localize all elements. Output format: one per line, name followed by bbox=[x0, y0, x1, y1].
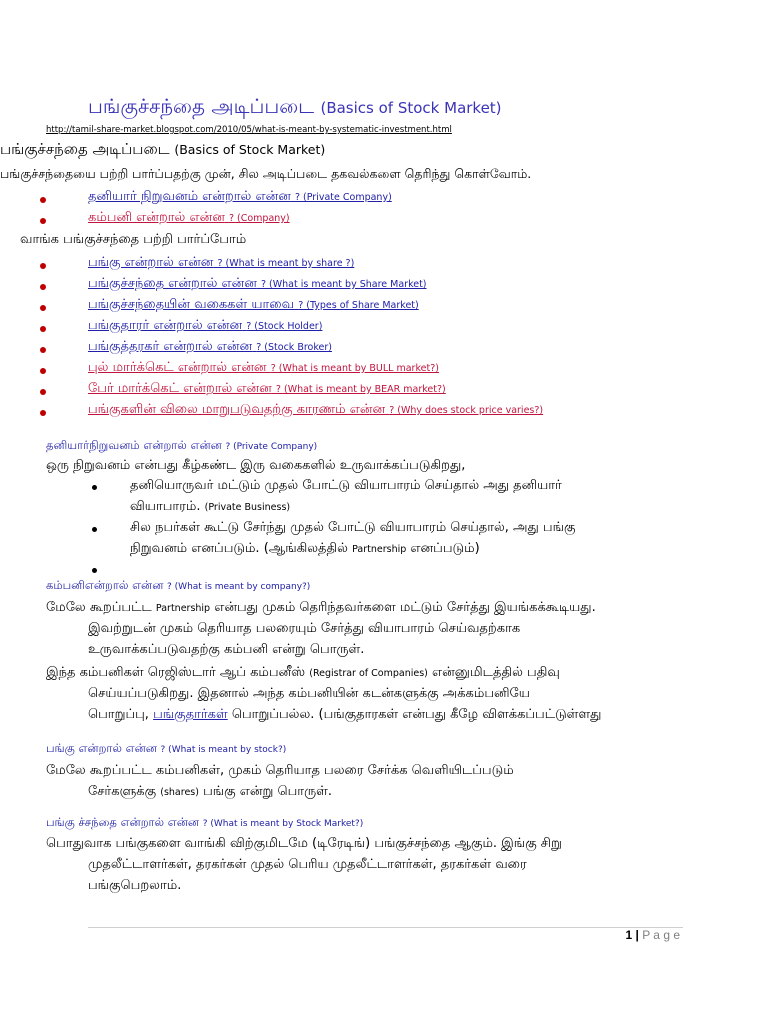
bullet-icon bbox=[40, 284, 46, 290]
text-tamil: என்னுமிடத்தில் பதிவு bbox=[432, 665, 560, 680]
title-tamil: பங்குச்சந்தை அடிப்படை bbox=[88, 94, 315, 118]
footer-separator: | bbox=[635, 928, 639, 942]
text-english: Partnership bbox=[352, 544, 407, 555]
title-english: (Basics of Stock Market) bbox=[320, 99, 502, 117]
text-tamil: நிறுவனம் எனப்படும். (ஆங்கிலத்தில் bbox=[130, 541, 348, 556]
text-tamil: என்பது முகம் தெரிந்தவர்களை மட்டும் சேர்த்து இயங்கக்கூடியது. bbox=[214, 600, 596, 615]
page-title bbox=[88, 94, 502, 121]
bullet-icon bbox=[40, 197, 46, 203]
bullet-icon bbox=[40, 410, 46, 416]
text-tamil: பங்கு என்று பொருள். bbox=[203, 784, 333, 799]
toc-link-stock-broker[interactable] bbox=[88, 339, 332, 355]
text-tamil: பொறுப்பு, bbox=[88, 707, 149, 722]
paragraph-text bbox=[46, 600, 596, 616]
heading-tamil: தனியார்நிறுவனம் என்றால் என்ன bbox=[46, 438, 222, 452]
text-tamil: பொறுப்பல்ல. (பங்குதாரகள் என்பது கீழே விளக்கப்பட்டுள்ளது bbox=[231, 707, 602, 722]
bullet-icon bbox=[40, 326, 46, 332]
toc-link-label: பங்குத்தரகர் என்றால் என்ன bbox=[88, 339, 253, 354]
bullet-icon bbox=[40, 305, 46, 311]
paragraph-text: இவற்றுடன் முகம் தெரியாத பலரையும் சேர்த்து வியாபாரம் செய்வதற்காக bbox=[88, 621, 521, 636]
paragraph-text: பொதுவாக பங்குகளை வாங்கி விற்குமிடமே (டிரேடிங்) பங்குச்சந்தை ஆகும். இங்கு சிறு bbox=[46, 836, 562, 851]
toc-link-english: ? (What is meant by share ?) bbox=[217, 258, 355, 269]
toc-link-bull-market[interactable] bbox=[88, 360, 439, 376]
text-english: (Registrar of Companies) bbox=[309, 668, 428, 679]
heading-tamil: பங்கு ச்சந்தை என்றால் என்ன bbox=[46, 815, 200, 829]
page-footer bbox=[625, 928, 680, 942]
page-label: P a g e bbox=[642, 928, 680, 942]
section-heading-company bbox=[46, 578, 310, 594]
subtitle-tamil: பங்குச்சந்தை அடிப்படை bbox=[0, 140, 170, 158]
section-heading-private-company bbox=[46, 438, 317, 454]
section-heading-stock bbox=[46, 741, 286, 757]
bullet-icon bbox=[92, 485, 97, 490]
text-english: (shares) bbox=[160, 787, 199, 798]
heading-english: ? (What is meant by stock?) bbox=[160, 745, 287, 755]
toc-link-label: பங்கு என்றால் என்ன bbox=[88, 255, 214, 270]
toc-link-label: தனியார் நிறுவனம் என்றால் என்ன bbox=[88, 189, 291, 204]
toc-link-bear-market[interactable] bbox=[88, 381, 446, 397]
toc-link-english: ? (Stock Broker) bbox=[256, 342, 332, 353]
text-english: (Private Business) bbox=[204, 502, 291, 513]
paragraph-text: ஒரு நிறுவனம் என்பது கீழ்கண்ட இரு வகைகளில் உருவாக்கப்படுகிறது, bbox=[46, 458, 466, 473]
heading-english: ? (What is meant by company?) bbox=[167, 582, 311, 592]
section-title bbox=[0, 140, 325, 160]
paragraph-text: சில நபர்கள் கூட்டு சேர்ந்து முதல் போட்டு வியாபாரம் செய்தால், அது பங்கு bbox=[130, 520, 576, 535]
text-tamil: வியாபாரம். bbox=[130, 499, 201, 514]
toc-link-english: ? (What is meant by BULL market?) bbox=[270, 363, 439, 374]
toc-link-price-varies[interactable] bbox=[88, 402, 543, 418]
shareholders-link[interactable]: பங்குதார்கள் bbox=[153, 707, 228, 722]
paragraph-text: தனியொருவர் மட்டும் முதல் போட்டு வியாபாரம் செய்தால் அது தனியார் bbox=[130, 478, 562, 493]
toc-link-label: புல் மார்க்கெட் என்றால் என்ன bbox=[88, 360, 267, 375]
paragraph-text bbox=[46, 665, 560, 681]
toc-link-share[interactable] bbox=[88, 255, 354, 271]
section-heading-stock-market bbox=[46, 815, 363, 831]
toc-link-english: ? (Types of Share Market) bbox=[298, 300, 419, 311]
toc-link-share-market[interactable] bbox=[88, 276, 427, 292]
bullet-icon bbox=[92, 568, 97, 573]
paragraph-text: பங்குபெறலாம். bbox=[88, 878, 182, 893]
bullet-icon bbox=[40, 347, 46, 353]
toc-link-english: ? (Private Company) bbox=[294, 192, 392, 203]
toc-link-english: ? (What is meant by BEAR market?) bbox=[275, 384, 446, 395]
toc-link-label: கம்பனி என்றால் என்ன bbox=[88, 210, 225, 225]
heading-english: ? (Private Company) bbox=[225, 442, 318, 452]
footer-divider bbox=[88, 927, 683, 928]
text-tamil: இந்த கம்பனிகள் ரெஜிஸ்டார் ஆப் கம்பனீஸ் bbox=[46, 665, 306, 680]
toc-link-company[interactable] bbox=[88, 210, 290, 226]
toc-link-private-company[interactable] bbox=[88, 189, 392, 205]
toc-link-types[interactable] bbox=[88, 297, 419, 313]
toc-link-label: பங்குகளின் விலை மாறுபடுவதற்கு காரணம் என்ன bbox=[88, 402, 386, 417]
paragraph-text bbox=[88, 707, 601, 723]
paragraph-text bbox=[88, 784, 332, 800]
paragraph-text bbox=[130, 541, 480, 557]
toc-link-english: ? (Why does stock price varies?) bbox=[389, 405, 544, 416]
heading-english: ? (What is meant by Stock Market?) bbox=[202, 819, 364, 829]
paragraph-text: செய்யப்படுகிறது. இதனால் அந்த கம்பனியின் கடன்களுக்கு அக்கம்பனியே bbox=[88, 686, 530, 701]
heading-tamil: பங்கு என்றால் என்ன bbox=[46, 741, 157, 755]
text-tamil: சேர்களுக்கு bbox=[88, 784, 157, 799]
source-url-link[interactable]: http://tamil-share-market.blogspot.com/2010/05/what-is-meant-by-systematic-investment.html bbox=[46, 125, 452, 135]
intro-text: பங்குச்சந்தையை பற்றி பார்ப்பதற்கு முன், சில அடிப்படை தகவல்களை தெரிந்து கொள்வோம். bbox=[0, 166, 532, 181]
paragraph-text: மேலே கூறப்பட்ட கம்பனிகள், முகம் தெரியாத பலரை சேர்க்க வெளியிடப்படும் bbox=[46, 763, 514, 778]
bullet-icon bbox=[40, 389, 46, 395]
page-number: 1 bbox=[625, 928, 633, 942]
text-english: Partnership bbox=[155, 603, 211, 614]
toc-link-label: பங்குதாரர் என்றால் என்ன bbox=[88, 318, 243, 333]
paragraph-text: உருவாக்கப்படுவதற்கு கம்பனி என்று பொருள். bbox=[88, 642, 365, 657]
paragraph-text bbox=[130, 499, 290, 515]
toc-link-label: பேர் மார்க்கெட் என்றால் என்ன bbox=[88, 381, 272, 396]
toc-link-english: ? (Stock Holder) bbox=[246, 321, 323, 332]
paragraph-text: முதலீட்டாளர்கள், தரகர்கள் முதல் பெரிய முதலீட்டாளர்கள், தரகர்கள் வரை bbox=[88, 857, 527, 872]
toc-link-stock-holder[interactable] bbox=[88, 318, 322, 334]
toc-link-label: பங்குச்சந்தையின் வகைகள் யாவை bbox=[88, 297, 295, 312]
toc-link-english: ? (Company) bbox=[228, 213, 290, 224]
heading-tamil: கம்பனிஎன்றால் என்ன bbox=[46, 578, 164, 592]
text-tamil: எனப்படும்) bbox=[410, 541, 480, 556]
toc-link-label: பங்குச்சந்தை என்றால் என்ன bbox=[88, 276, 257, 291]
text-tamil: மேலே கூறப்பட்ட bbox=[46, 600, 152, 615]
bullet-icon bbox=[40, 218, 46, 224]
bullet-icon bbox=[40, 368, 46, 374]
subtitle-english: (Basics of Stock Market) bbox=[174, 142, 326, 157]
transition-text: வாங்க பங்குச்சந்தை பற்றி பார்ப்போம் bbox=[20, 232, 247, 247]
bullet-icon bbox=[92, 527, 97, 532]
toc-link-english: ? (What is meant by Share Market) bbox=[261, 279, 427, 290]
bullet-icon bbox=[40, 263, 46, 269]
